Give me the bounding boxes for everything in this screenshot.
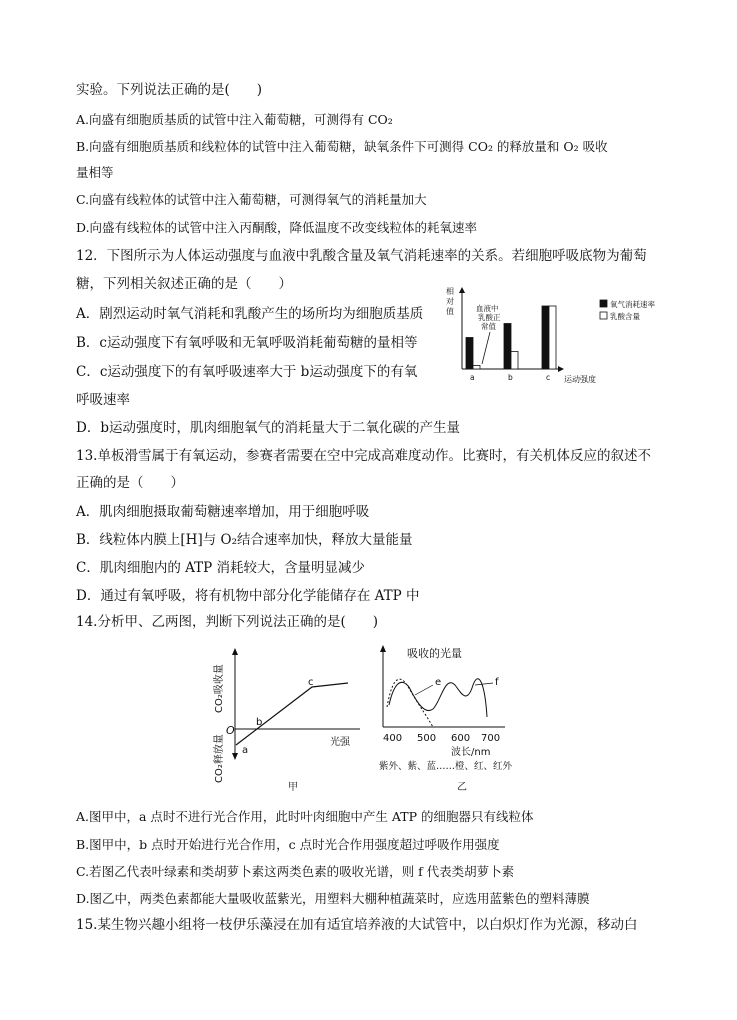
annotation-line: 血液中 (476, 304, 499, 313)
curve-e-label: e (435, 677, 442, 688)
bar-b-lactate (511, 352, 518, 370)
y-label-char: 值 (446, 307, 454, 316)
q13-option-c: C．肌肉细胞内的 ATP 消耗较大，含量明显减少 (76, 560, 366, 576)
option-a: A.向盛有细胞质基质的试管中注入葡萄糖，可测得有 CO₂ (76, 112, 393, 127)
question-15: 15.某生物兴趣小组将一枝伊乐藻浸在加有适宜培养液的大试管中，以白炽灯作为光源，移动白 (76, 917, 638, 933)
y-label-char: 对 (446, 297, 454, 306)
x-tick: 700 (481, 733, 501, 744)
q13-option-d: D．通过有氧呼吸，将有机物中部分化学能储存在 ATP 中 (76, 588, 420, 604)
bar-b-o2 (504, 324, 511, 370)
annotation-line: 常值 (481, 322, 496, 331)
y-label-char: 相 (446, 287, 454, 296)
bar-c-o2 (542, 306, 549, 369)
bar-a-lactate (473, 366, 480, 370)
y-arrow (380, 645, 386, 652)
question-12: 12．下图所示为人体运动强度与血液中乳酸含量及氧气消耗速率的关系。若细胞呼吸底物为葡萄 (76, 248, 647, 264)
origin-label: O (226, 724, 235, 737)
label-pointer-e (415, 685, 433, 695)
curve (236, 683, 348, 745)
point-a: a (242, 745, 249, 756)
option-b: B.向盛有细胞质基质和线粒体的试管中注入葡萄糖，缺氧条件下可测得 CO₂ 的释放量和 O₂ 吸收 (76, 139, 608, 154)
y-arrow-down (232, 753, 238, 760)
legend-lactate-label: 乳酸含量 (610, 312, 640, 321)
text-line: 实验。下列说法正确的是( ) (76, 82, 263, 98)
x-axis-label: 光强 (330, 737, 350, 748)
question-14: 14.分析甲、乙两图，判断下列说法正确的是( ) (76, 614, 379, 630)
x-tick: 500 (417, 733, 437, 744)
option-d: D.向盛有线粒体的试管中注入丙酮酸，降低温度不改变线粒体的耗氧速率 (76, 220, 478, 235)
y-arrow-up (232, 648, 238, 655)
x-tick-label: c (546, 373, 551, 382)
option-b-cont: 量相等 (76, 165, 114, 180)
q12-option-c: C．c运动强度下的有氧呼吸速率大于 b运动强度下的有氧 (76, 364, 418, 380)
annotation-line: 乳酸正 (478, 313, 501, 322)
x-tick: 600 (451, 733, 471, 744)
q14-option-a: A.图甲中，a 点时不进行光合作用，此时叶肉细胞中产生 ATP 的细胞器只有线粒体 (76, 809, 534, 824)
question-13-cont: 正确的是（ ） (76, 475, 184, 491)
curve-e (387, 679, 433, 727)
q12-option-b: B．c运动强度下有氧呼吸和无氧呼吸消耗葡萄糖的量相等 (76, 335, 418, 351)
question-12-cont: 糖，下列相关叙述正确的是（ ） (76, 276, 292, 292)
question-13: 13.单板滑雪属于有氧运动，参赛者需要在空中完成高难度动作。比赛时，有关机体反应的叙述不 (76, 448, 651, 464)
q14-option-d: D.图乙中，两类色素都能大量吸收蓝紫光，用塑料大棚种植蔬菜时，应选用蓝紫色的塑料薄膜 (76, 891, 590, 906)
x-axis-arrow (558, 366, 564, 372)
q14-figure-jia (200, 645, 370, 795)
curve-f-label: f (495, 677, 499, 688)
legend-o2-label: 氧气消耗速率 (610, 300, 655, 309)
q14-figure-yi (375, 645, 545, 795)
figure-caption: 甲 (288, 782, 298, 793)
figure-caption: 乙 (457, 782, 467, 793)
option-c: C.向盛有线粒体的试管中注入葡萄糖，可测得氧气的消耗量加大 (76, 192, 427, 207)
annotation-pointer (482, 332, 490, 364)
legend-lactate-swatch (600, 312, 607, 319)
x-axis-label: 运动强度 (564, 375, 596, 384)
y-label-absorb: CO₂吸收量 (214, 664, 225, 713)
q12-bar-chart (438, 285, 674, 385)
q12-option-a: A．剧烈运动时氧气消耗和乳酸产生的场所均为细胞质基质 (76, 306, 424, 322)
legend-o2-swatch (600, 300, 607, 307)
label-pointer-f (475, 683, 493, 685)
x-tick-label: b (508, 373, 513, 382)
x-tick: 400 (383, 733, 403, 744)
color-spectrum-label: 紫外、紫、蓝……橙、红、红外 (379, 761, 513, 772)
bar-c-lactate (549, 306, 556, 369)
bar-a-o2 (466, 338, 473, 370)
y-axis-arrow (459, 287, 465, 293)
x-tick-label: a (470, 373, 475, 382)
y-axis-title: 吸收的光量 (407, 647, 462, 660)
point-c: c (308, 677, 314, 688)
x-axis-label: 波长/nm (451, 747, 491, 758)
q13-option-b: B．线粒体内膜上[H]与 O₂结合速率加快，释放大量能量 (76, 532, 413, 548)
point-b: b (256, 717, 263, 728)
q14-option-c: C.若图乙代表叶绿素和类胡萝卜素这两类色素的吸收光谱，则 f 代表类胡萝卜素 (76, 864, 515, 879)
q12-option-d: D．b运动强度时，肌肉细胞氧气的消耗量大于二氧化碳的产生量 (76, 420, 460, 436)
y-label-release: CO₂释放量 (214, 734, 225, 783)
q14-option-b: B.图甲中，b 点时开始进行光合作用，c 点时光合作用强度超过呼吸作用强度 (76, 837, 500, 852)
q12-option-c-cont: 呼吸速率 (76, 392, 130, 408)
q13-option-a: A．肌肉细胞摄取葡萄糖速率增加，用于细胞呼吸 (76, 504, 370, 520)
